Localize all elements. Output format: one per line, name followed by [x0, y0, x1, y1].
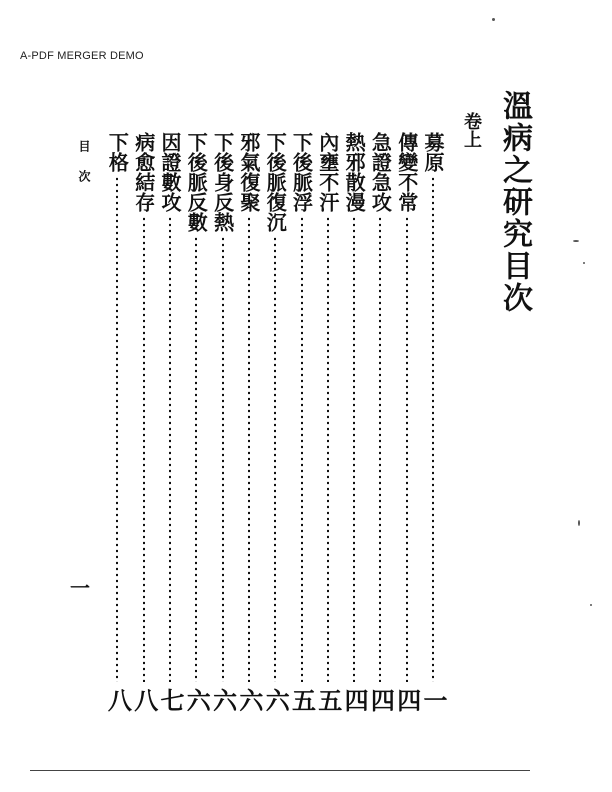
toc-entry-page: 七 — [156, 688, 185, 712]
toc-entry-title: 邪氣復聚 — [236, 132, 261, 212]
scan-speck — [573, 240, 579, 242]
toc-entry — [261, 132, 291, 712]
toc-entry-title: 因證數攻 — [158, 132, 182, 212]
toc-entry-title: 傳變不常 — [394, 132, 419, 212]
toc-entry-page: 四 — [366, 688, 396, 712]
toc-entry-title: 下後脈浮 — [289, 132, 314, 212]
dot-leader — [432, 176, 434, 682]
toc-entry — [236, 132, 262, 712]
watermark-text: A-PDF MERGER DEMO — [20, 50, 144, 62]
dot-leader — [353, 216, 355, 682]
dot-leader — [406, 216, 408, 682]
toc-entry-page: 八 — [103, 688, 133, 712]
toc-entry-title: 下後脈反數 — [184, 132, 209, 232]
toc-entry — [182, 132, 212, 712]
scan-speck — [578, 520, 580, 526]
toc-entry-page: 六 — [234, 688, 264, 712]
toc-entry — [366, 132, 396, 712]
toc-entry-title: 下格 — [105, 132, 130, 172]
toc-entry — [103, 132, 133, 712]
toc-entry-title: 下後身反熱 — [210, 132, 235, 232]
toc-entry-title: 內壅不汗 — [315, 132, 340, 212]
dot-leader — [327, 216, 329, 682]
toc-entry-title: 募原 — [421, 132, 445, 172]
toc-entry — [210, 132, 236, 712]
scan-speck — [492, 18, 495, 21]
toc-entry-page: 四 — [340, 688, 370, 712]
toc-entry-page: 五 — [287, 688, 317, 712]
dot-leader — [379, 216, 381, 682]
scan-speck — [583, 262, 585, 264]
toc-entry — [420, 132, 446, 712]
book-title: 溫病之研究目次 — [497, 90, 532, 314]
dot-leader — [274, 236, 276, 682]
dot-leader — [143, 216, 145, 682]
toc-entry-page: 六 — [208, 688, 238, 712]
toc-entry — [289, 132, 315, 712]
volume-label: 卷上 — [461, 112, 482, 148]
scan-speck — [590, 604, 592, 606]
dot-leader — [301, 216, 303, 682]
toc-entry — [157, 132, 183, 712]
side-page-mark: 一 — [70, 576, 90, 600]
dot-leader — [169, 216, 171, 682]
toc-entry-title: 熱邪散漫 — [342, 132, 367, 212]
dot-leader — [222, 236, 224, 682]
toc-entry-title: 下後脈復沉 — [263, 132, 288, 232]
dot-leader — [248, 216, 250, 682]
toc-entry — [394, 132, 420, 712]
toc-entry-page: 一 — [419, 688, 448, 712]
toc-entry-page: 五 — [313, 688, 343, 712]
bottom-rule — [30, 770, 530, 771]
margin-label: 目次 — [77, 140, 91, 200]
dot-leader — [195, 236, 197, 682]
toc-entry-title: 急證急攻 — [368, 132, 393, 212]
toc-entry — [340, 132, 370, 712]
toc-entry-page: 四 — [392, 688, 422, 712]
toc-entry-page: 八 — [129, 688, 159, 712]
toc-entry — [315, 132, 341, 712]
toc-entry-title: 病愈結存 — [131, 132, 156, 212]
dot-leader — [116, 176, 118, 682]
toc-entry-page: 六 — [261, 688, 291, 712]
toc-entry — [131, 132, 157, 712]
toc-entry-page: 六 — [182, 688, 212, 712]
